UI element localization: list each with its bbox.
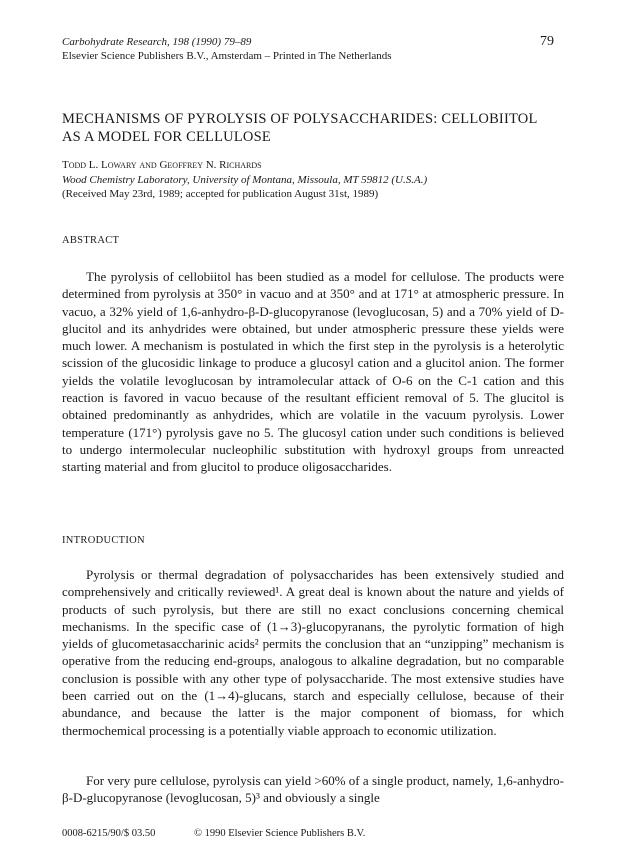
- page-footer: [62, 828, 401, 839]
- author-names: Todd L. Lowary and Geoffrey N. Richards: [62, 159, 262, 171]
- abstract-text: The pyrolysis of cellobiitol has been studied as a model for cellulose. The products were determined from pyrolysis at 350° in vacuo and at 350° and at 171° at atmospheric pressure. In vacuo, a 32% yield of 1,6-anhydro-β-D-glucopyranose (levoglucosan, 5) and a 70% yield of D-glucitol and its anhydrides were obtained, but under atmospheric pressure these yields were much lower. A mechanism is postulated in which the first step in the pyrolysis is a heterolytic scission of the glucosidic linkage to produce a glucosyl cation and a glucitol anion. The former yields the volatile levoglucosan by intramolecular attack of O-6 on the C-1 cation and this reaction is favored in vacuo because of the resultant efficient removal of 5. The glucitol is obtained predominantly as anhydrides, which are volatile in the vacuum pyrolysis. Lower temperature (171°) pyrolysis gave no 5. The glucosyl cation under such conditions is believed to undergo intermolecular nucleophilic substitution with hydroxyl groups from unreacted starting material and from glucitol to produce oligosaccharides.: [62, 269, 564, 475]
- article-code: 0008-6215/90/$ 03.50: [62, 828, 156, 839]
- title-line-2: AS A MODEL FOR CELLULOSE: [62, 129, 271, 145]
- introduction-heading: INTRODUCTION: [62, 535, 145, 546]
- received-dates: (Received May 23rd, 1989; accepted for publication August 31st, 1989): [62, 188, 379, 200]
- journal-citation: Carbohydrate Research, 198 (1990) 79–89: [62, 36, 252, 48]
- article-title: [62, 110, 572, 146]
- intro-paragraph-2: For very pure cellulose, pyrolysis can yield >60% of a single product, namely, 1,6-anhydro-β-D-glucopyranose (levoglucosan, 5)³ and obviously a single: [62, 773, 564, 806]
- abstract-heading: ABSTRACT: [62, 235, 120, 246]
- author-affiliation: Wood Chemistry Laboratory, University of Montana, Missoula, MT 59812 (U.S.A.): [62, 173, 428, 186]
- title-line-1: MECHANISMS OF PYROLYSIS OF POLYSACCHARIDES: CELLOBIITOL: [62, 111, 538, 127]
- intro-paragraph-1: Pyrolysis or thermal degradation of polysaccharides has been extensively studied and comprehensively and critically reviewed¹. A great deal is known about the nature and yields of products of such pyrolysis, but there are still no exact conclusions concerning chemical mechanisms. In the specific case of (1→3)-glucopyranans, the pyrolytic formation of high yields of glucometasaccharinic acids² permits the conclusion that an “unzipping” mechanism is operative from the reducing end-groups, analogous to alkaline degradation, but no comparable conclusion is possible with any other type of polysaccharide. The most extensive studies have been carried out on the (1→4)-glucans, starch and especially cellulose, because of their abundance, and because the latter is the major component of biomass, for which thermochemical processing is a potentially viable approach to economic utilization.: [62, 567, 564, 738]
- author-block: [62, 158, 582, 202]
- journal-header: [62, 35, 392, 63]
- publisher-line: Elsevier Science Publishers B.V., Amsterdam – Printed in The Netherlands: [62, 50, 392, 62]
- copyright-notice: © 1990 Elsevier Science Publishers B.V.: [193, 828, 366, 839]
- page-number: 79: [540, 34, 554, 49]
